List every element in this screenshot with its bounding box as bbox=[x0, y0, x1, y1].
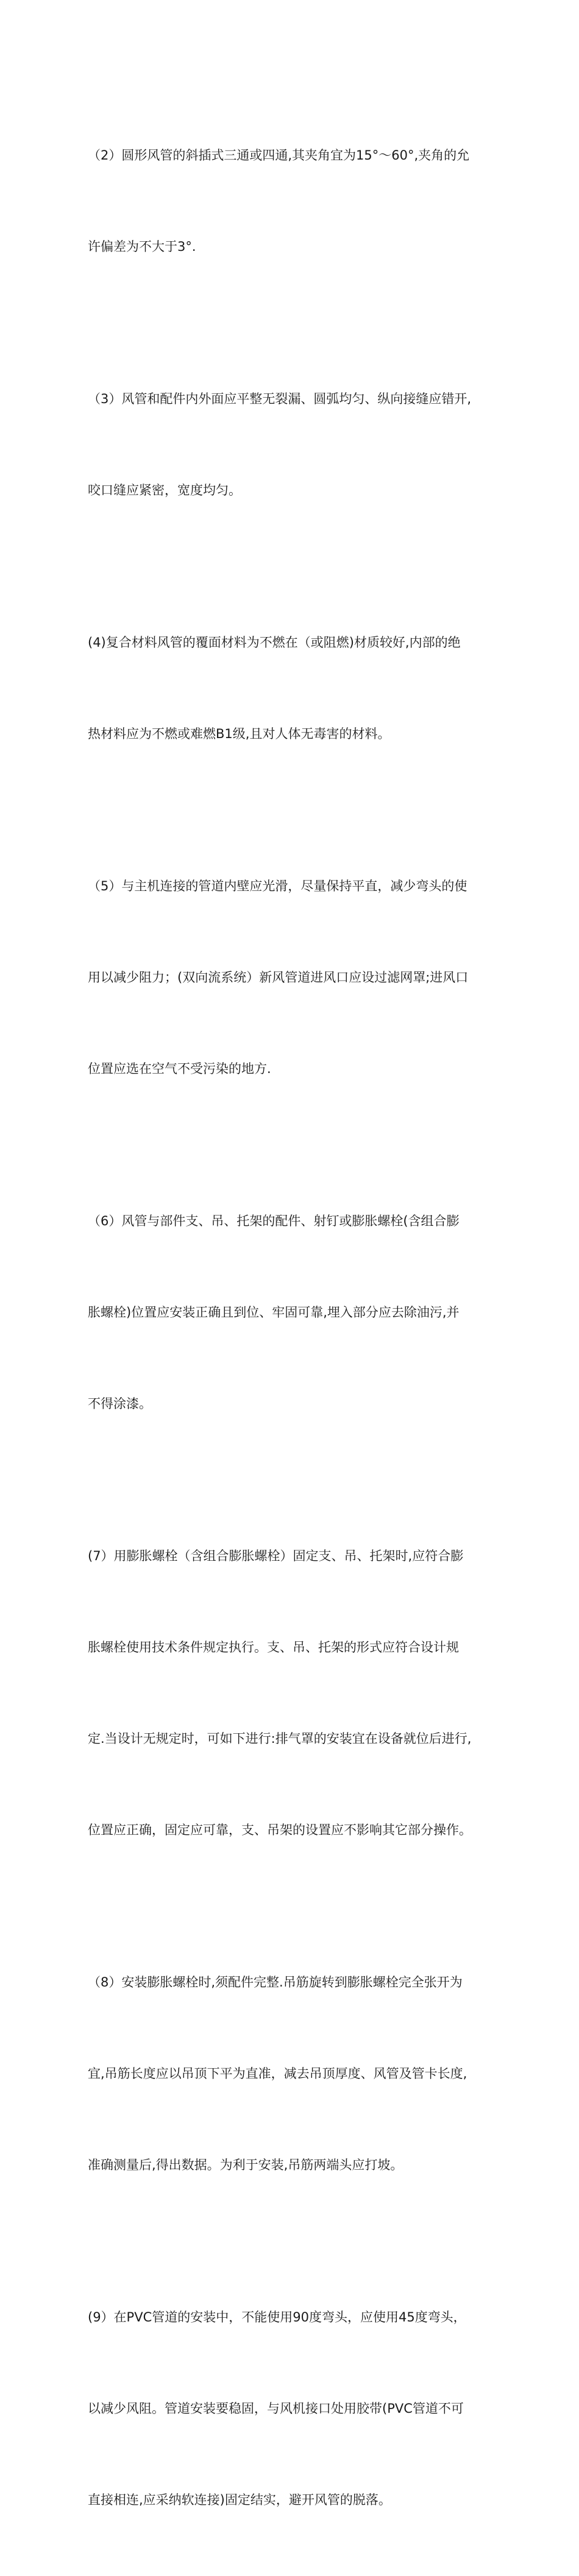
text-line: （6）风管与部件支、吊、托架的配件、射钉或膨胀螺栓(含组合膨 bbox=[88, 1214, 460, 1228]
text-line: 热材料应为不燃或难燃B1级,且对人体无毒害的材料。 bbox=[88, 727, 391, 741]
text-line: 咬口缝应紧密，宽度均匀。 bbox=[88, 483, 241, 498]
paragraph-8 bbox=[88, 1906, 502, 2241]
text-line: 胀螺栓)位置应安装正确且到位、牢固可靠,埋入部分应去除油污,并 bbox=[88, 1305, 460, 1320]
text-line: 定.当设计无规定时，可如下进行:排气罩的安装宜在设备就位后进行, bbox=[88, 1731, 472, 1746]
text-line: （5）与主机连接的管道内壁应光滑，尽量保持平直，减少弯头的使 bbox=[88, 879, 467, 893]
paragraph-5 bbox=[88, 810, 502, 1145]
text-line: 准确测量后,得出数据。为利于安装,吊筋两端头应打坡。 bbox=[88, 2158, 403, 2172]
text-line: 以减少风阻。管道安装要稳固，与风机接口处用胶带(PVC管道不可 bbox=[88, 2401, 464, 2416]
text-line: （2）圆形风管的斜插式三通或四通,其夹角宜为15°～60°,夹角的允 bbox=[88, 148, 470, 163]
text-line: 宜,吊筋长度应以吊顶下平为直准，减去吊顶厚度、风管及管卡长度, bbox=[88, 2066, 467, 2081]
text-line: (9）在PVC管道的安装中，不能使用90度弯头，应使用45度弯头， bbox=[88, 2310, 466, 2324]
text-line: (4)复合材料风管的覆面材料为不燃在（或阻燃)材质较好,内部的绝 bbox=[88, 635, 461, 650]
paragraph-9 bbox=[88, 2241, 502, 2576]
text-line: 直接相连,应采纳软连接)固定结实，避开风管的脱落。 bbox=[88, 2493, 391, 2507]
text-line: 胀螺栓使用技术条件规定执行。支、吊、托架的形式应符合设计规 bbox=[88, 1640, 459, 1655]
paragraph-3 bbox=[88, 323, 502, 566]
text-line: 用以减少阻力；(双向流系统）新风管道进风口应设过滤网罩;进风口 bbox=[88, 970, 469, 985]
text-line: 许偏差为不大于3°. bbox=[88, 239, 196, 254]
text-line: （8）安装膨胀螺栓时,须配件完整.吊筋旋转到膨胀螺栓完全张开为 bbox=[88, 1975, 463, 1990]
text-line: 位置应选在空气不受污染的地方. bbox=[88, 1061, 271, 1076]
document-page bbox=[88, 79, 502, 2576]
paragraph-2 bbox=[88, 79, 502, 323]
text-line: 位置应正确，固定应可靠，支、吊架的设置应不影响其它部分操作。 bbox=[88, 1823, 472, 1837]
paragraph-7 bbox=[88, 1480, 502, 1906]
text-line: (7）用膨胀螺栓（含组合膨胀螺栓）固定支、吊、托架时,应符合膨 bbox=[88, 1549, 464, 1563]
text-line: 不得涂漆。 bbox=[88, 1396, 152, 1411]
paragraph-4 bbox=[88, 566, 502, 810]
paragraph-6 bbox=[88, 1145, 502, 1480]
text-line: （3）风管和配件内外面应平整无裂漏、圆弧均匀、纵向接缝应错开, bbox=[88, 392, 472, 406]
